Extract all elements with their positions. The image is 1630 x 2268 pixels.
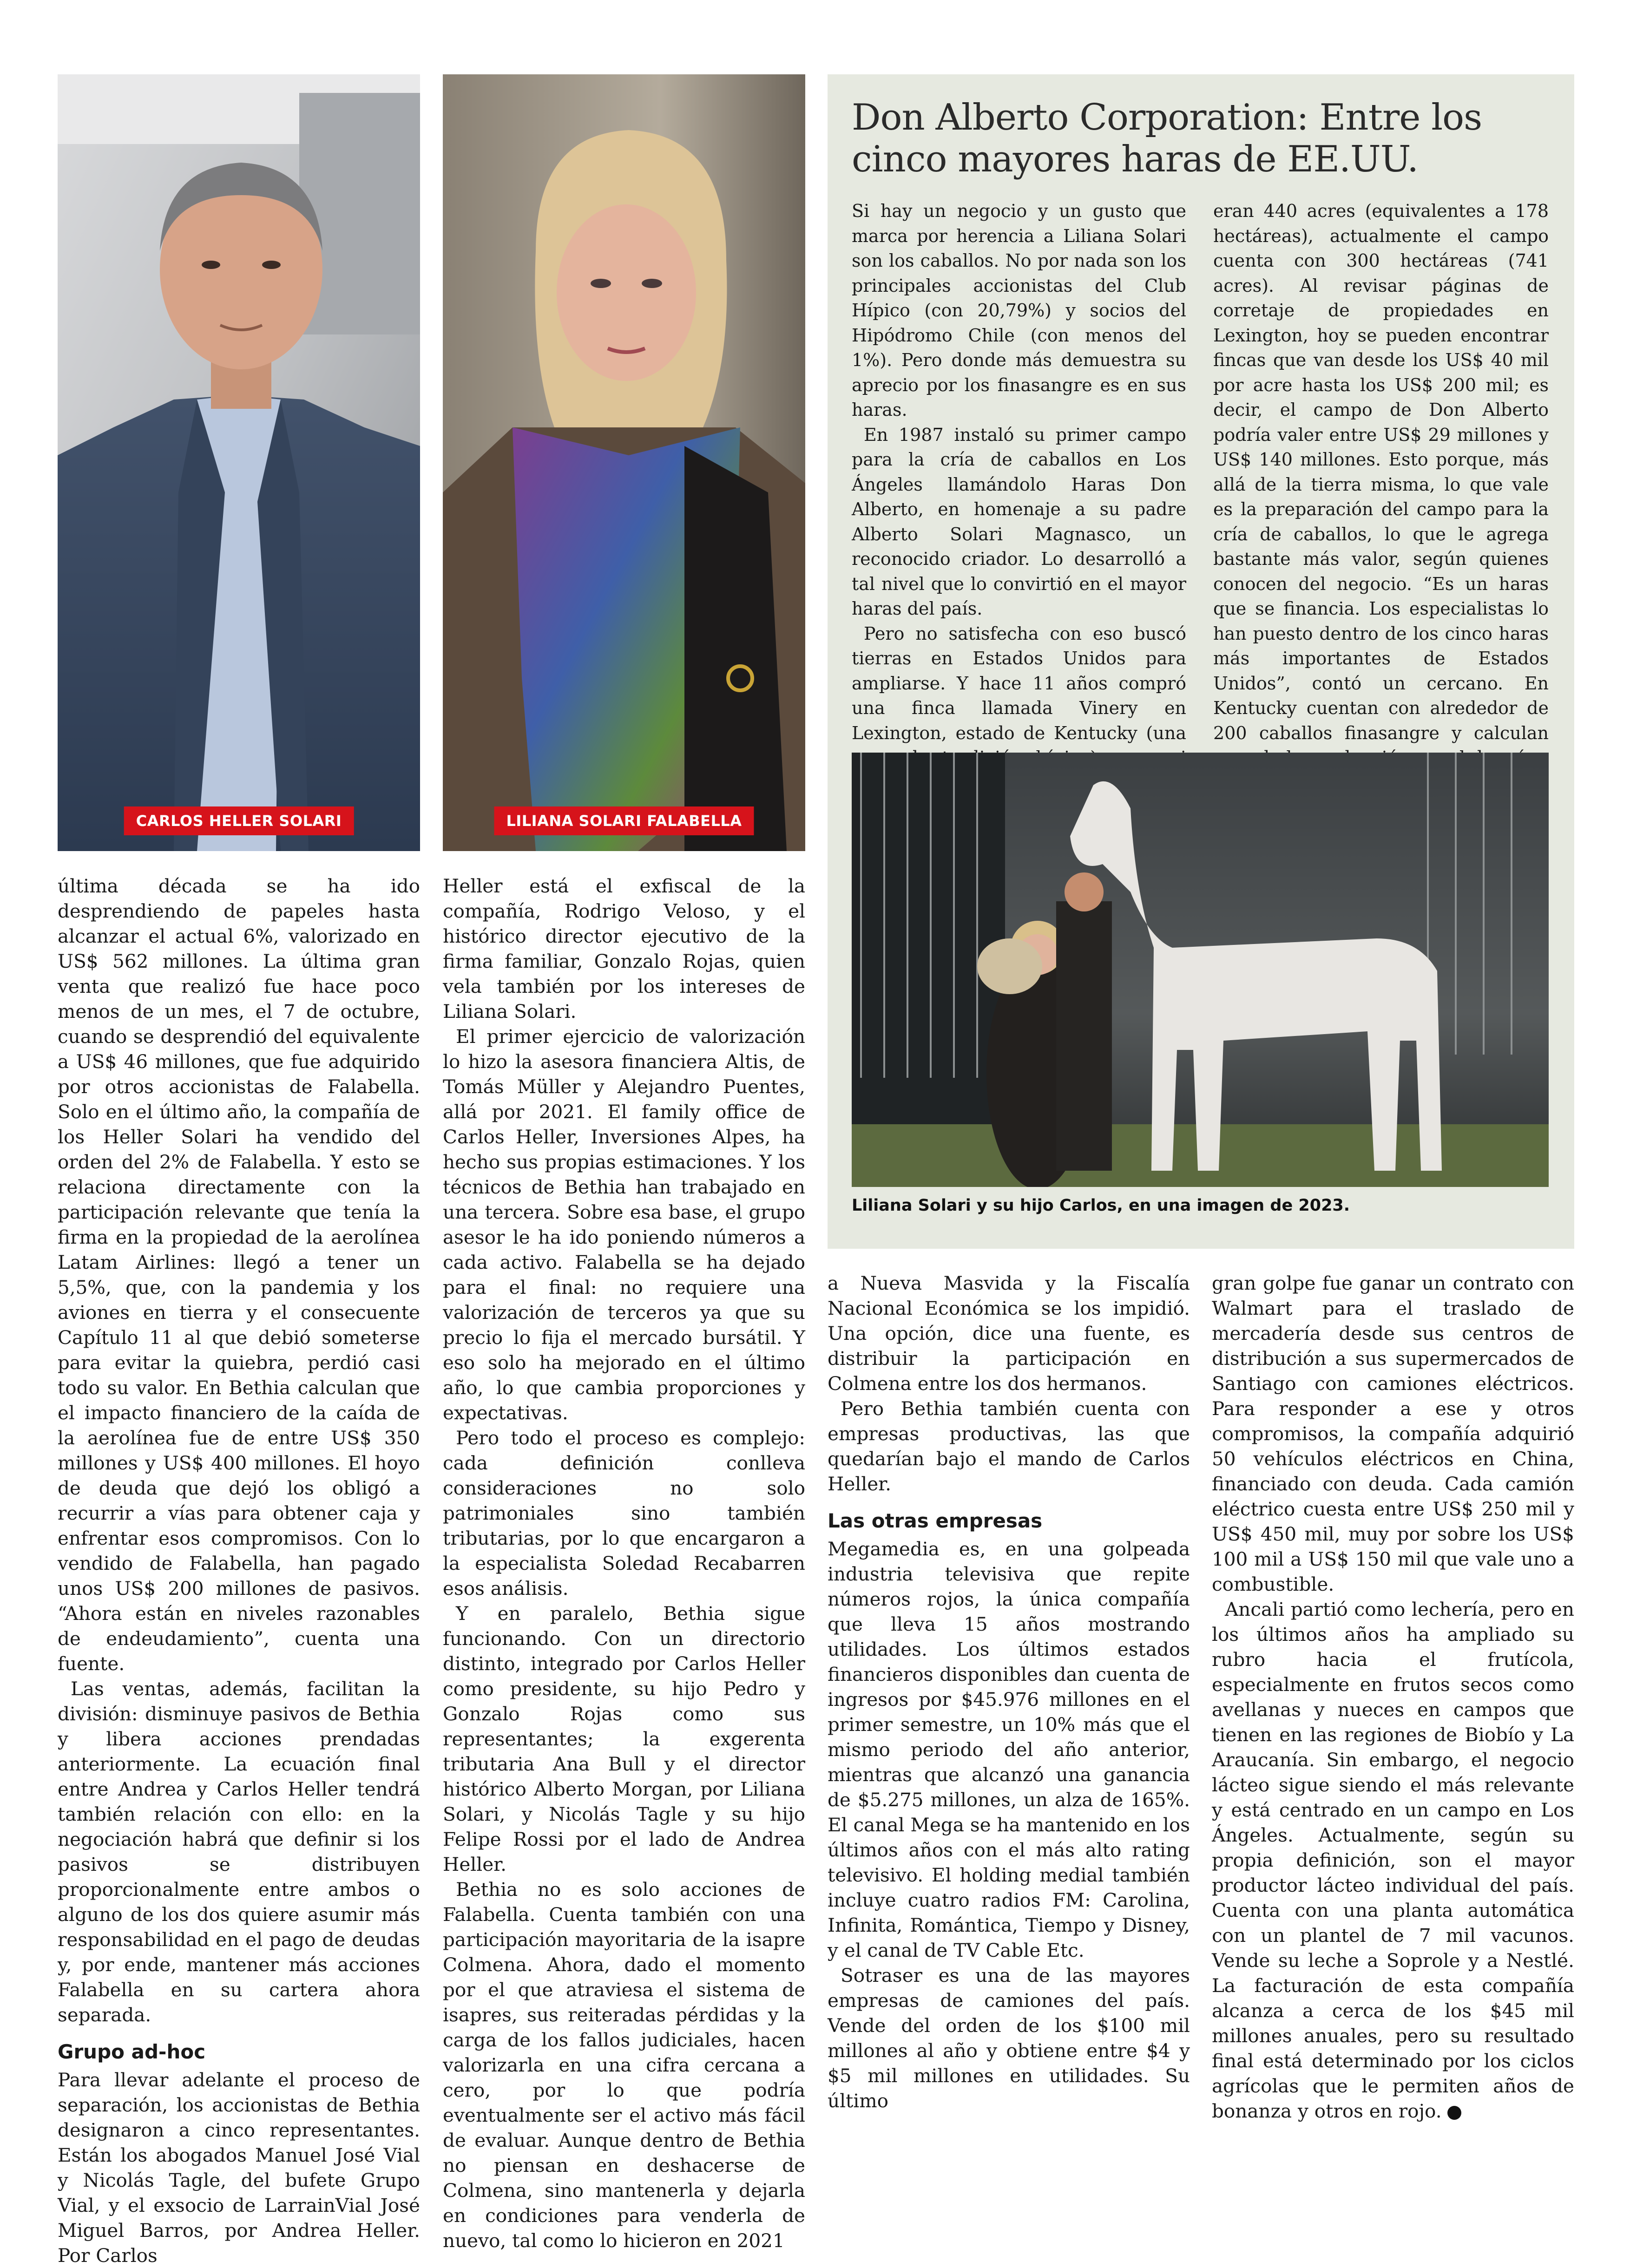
article-paragraph: última década se ha ido desprendiendo de papeles hasta alcanzar el actual 6%, valorizado en US$ 562 millones. La última gran venta que realizó fue hace poco menos de un mes, el 7 de octubre, cuando se desprendió del equivalente a US$ 46 millones, que fue adquirido por otros accionistas de Falabella. Solo en el último año, la compañía de los Heller Solari ha vendido del orden del 2% de Falabella. Y esto se relaciona directamente con la participación relevante que tenía la firma en la propiedad de la aerolínea Latam Airlines: llegó a tener un 5,5%, que, con la pandemia y los aviones en tierra y el consecuente Capítulo 11 al que debió someterse para evitar la quiebra, perdió casi todo su valor. En Bethia calculan que el impacto financiero de la caída de la aerolínea fue de entre US$ 350 millones y US$ 400 millones. El hoyo de deuda que dejó los obligó a recurrir a vías para obtener caja y enfrentar esos compromisos. Con lo vendido de Falabella, han pagado unos US$ 200 millones de pasivos. “Ahora están en niveles razonables de endeudamiento”, cuenta una fuente. bbox=[58, 875, 420, 1675]
photo-caption-carlos: CARLOS HELLER SOLARI bbox=[124, 806, 354, 835]
article-paragraph: gran golpe fue ganar un contrato con Walmart para el traslado de mercadería desde sus centros de distribución a sus supermercados de Santiago con camiones eléctricos. Para responder a ese y otros compromisos, la compañía adquirió 50 vehículos eléctricos en China, financiado con deuda. Cada camión eléctrico cuesta entre US$ 250 mil y US$ 450 mil, muy por sobre los US$ 100 mil a US$ 150 mil que vale uno a combustible. bbox=[1212, 1272, 1574, 1595]
article-paragraph: Megamedia es, en una golpeada industria televisiva que repite números rojos, la única compañía que lleva 15 años mostrando utilidades. Los últimos estados financieros disponibles dan cuenta de ingresos por $45.976 millones en el primer semestre, un 10% más que el mismo periodo del año anterior, mientras que alcanzó una ganancia de $5.275 millones, un alza de 165%. El canal Mega se ha mantenido en los últimos años con el más alto rating televisivo. El holding medial también incluye cuatro radios FM: Carolina, Infinita, Romántica, Tiempo y Disney, y el canal de TV Cable Etc. bbox=[828, 1538, 1190, 1961]
photo-horse bbox=[852, 753, 1549, 1187]
subheading-otras-empresas: Las otras empresas bbox=[828, 1509, 1043, 1532]
article-paragraph: Sotraser es una de las mayores empresas de camiones del país. Vende del orden de los $100 mil millones al año y obtiene entre $4 y $5 mil millones en utilidades. Su último bbox=[828, 1964, 1190, 2112]
article-paragraph bbox=[1212, 1597, 1574, 2124]
photo-carlos-heller bbox=[58, 74, 420, 851]
article-paragraph: a Nueva Masvida y la Fiscalía Nacional Económica se los impidió. Una opción, dice una fuente, es distribuir la participación en Colmena entre los dos hermanos. bbox=[828, 1272, 1190, 1395]
liliana-portrait-image bbox=[443, 74, 805, 851]
sidebar-box bbox=[828, 74, 1574, 1249]
sidebar-column-2 bbox=[1213, 199, 1549, 820]
article-paragraph: Pero Bethia también cuenta con empresas productivas, las que quedarían bajo el mando de Carlos Heller. bbox=[828, 1397, 1190, 1495]
article-paragraph: Las ventas, además, facilitan la división: disminuye pasivos de Bethia y libera acciones prendadas anteriormente. La ecuación final entre Andrea y Carlos Heller tendrá también relación con ello: en la negociación habrá que definir si los pasivos se distribuyen proporcionalmente entre ambos o alguno de los dos quiere asumir más responsabilidad en el pago de deudas y, por ende, mantener más acciones Falabella en su cartera ahora separada. bbox=[58, 1678, 420, 2026]
carlos-portrait-image bbox=[58, 74, 420, 851]
sidebar-paragraph: Si hay un negocio y un gusto que marca por herencia a Liliana Solari son los caballos. No por nada son los principales accionistas del Club Hípico (con 20,79%) y socios del Hipódromo Chile (con menos del 1%). Pero donde más demuestra su aprecio por los finasangre es en sus haras. bbox=[852, 201, 1186, 420]
article-paragraph: Para llevar adelante el proceso de separación, los accionistas de Bethia designaron a cinco representantes. Están los abogados Manuel José Vial y Nicolás Tagle, del bufete Grupo Vial, y el exsocio de LarrainVial José Miguel Barros, por Andrea Heller. Por Carlos bbox=[58, 2069, 420, 2267]
sidebar-column-1 bbox=[852, 199, 1186, 820]
sidebar-title: Don Alberto Corporation: Entre los cinco mayores haras de EE.UU. bbox=[852, 97, 1482, 180]
article-paragraph: Y en paralelo, Bethia sigue funcionando. Con un directorio distinto, integrado por Carlos Heller como presidente, su hijo Pedro y Gonzalo Rojas como sus representantes; la exgerenta tributaria Ana Bull y el director histórico Alberto Morgan, por Liliana Solari, y Nicolás Tagle y su hijo Felipe Rossi por el lado de Andrea Heller. bbox=[443, 1602, 805, 1875]
article-paragraph-text: Ancali partió como lechería, pero en los últimos años ha ampliado su rubro hacia el frutícola, especialmente en frutos secos como avellanas y nueces en campos que tienen en las regiones de Biobío y La Araucanía. Sin embargo, el negocio lácteo sigue siendo el más relevante y está centrado en un campo en Los Ángeles. Actualmente, según su propia definición, son el mayor productor lácteo individual del país. Cuenta con una planta automática con un plantel de 7 mil vacunos. Vende su leche a Soprole y a Nestlé. La facturación de esta compañía alcanza a cerca de los $45 mil millones anuales, pero su resultado final está determinado por los ciclos agrícolas que le permiten años de bonanza y otros en rojo. bbox=[1212, 1598, 1574, 2122]
article-paragraph: Bethia no es solo acciones de Falabella. Cuenta también con una participación mayoritaria de la isapre Colmena. Ahora, dado el momento por el que atraviesa el sistema de isapres, sus reiteradas pérdidas y la carga de los fallos judiciales, hacen valorizarla en una cifra cercana a cero, por lo que podría eventualmente ser el activo más fácil de evaluar. Aunque dentro de Bethia no piensan en deshacerse de Colmena, sino mantenerla y dejarla en condiciones para venderla de nuevo, tal como lo hicieron en 2021 bbox=[443, 1878, 805, 2252]
photo-caption-horse: Liliana Solari y su hijo Carlos, en una imagen de 2023. bbox=[852, 1196, 1350, 1215]
article-paragraph: El primer ejercicio de valorización lo hizo la asesora financiera Altis, de Tomás Müller y Alejandro Puentes, allá por 2021. El family office de Carlos Heller, Inversiones Alpes, ha hecho sus propias estimaciones. Y los técnicos de Bethia han trabajado en una tercera. Sobre esa base, el grupo asesor le ha ido poniendo números a cada activo. Falabella se ha dejado para el final: no requiere una valorización de terceros ya que su precio lo fija el mercado bursátil. Y eso solo ha mejorado en el último año, lo que cambia proporciones y expectativas. bbox=[443, 1025, 805, 1424]
article-column-1 bbox=[58, 873, 420, 2268]
article-column-3 bbox=[828, 1271, 1190, 2113]
article-paragraph: Pero todo el proceso es complejo: cada definición conlleva consideraciones no solo patrimoniales sino también tributarias, por lo que encargaron a la especialista Soledad Recabarren esos análisis. bbox=[443, 1427, 805, 1599]
sidebar-paragraph: Pero no satisfecha con eso buscó tierras en Estados Unidos para ampliarse. Y hace 11 años compró una finca llamada Vinery en Lexington, estado de Kentucky (una bbox=[852, 623, 1186, 743]
article-column-2 bbox=[443, 873, 805, 2253]
sidebar-paragraph: En 1987 instaló su primer campo para la cría de caballos en Los Ángeles llamándolo Haras Don Alberto, en homenaje a su padre Alberto Solari Magnasco, un reconocido criador. Lo desarrolló a tal nivel que lo convirtió en el mayor haras del país. bbox=[852, 424, 1186, 619]
article-paragraph: Heller está el exfiscal de la compañía, Rodrigo Veloso, y el histórico director ejecutivo de la firma familiar, Gonzalo Rojas, quien vela también por los intereses de Liliana Solari. bbox=[443, 875, 805, 1023]
article-column-4 bbox=[1212, 1271, 1574, 2124]
horse-stable-image bbox=[852, 753, 1549, 1187]
photo-caption-liliana: LILIANA SOLARI FALABELLA bbox=[494, 806, 754, 835]
sidebar-paragraph: eran 440 acres (equivalentes a 178 hectáreas), actualmente el campo cuenta con 300 hectáreas (741 acres). Al revisar páginas de corretaje de propiedades en Lexington, hoy se pueden encontrar fincas que van desde los US$ 40 mil por acre hasta los US$ 200 mil; es decir, el campo de Don Alberto podría valer entre US$ 29 millones y US$ 140 millones. Esto porque, más allá de la tierra misma, lo que vale es la preparación del campo para la cría de caballos, lo que le agrega bastante más valor, según quienes conocen del negocio. “Es un haras que se financia. Los especialistas lo han puesto dentro de los cinco haras más importantes de Estados Unidos”, contó un cercano. En Kentucky cuentan con alrededor de 200 caballos finasangre y calculan bbox=[1213, 201, 1549, 743]
subheading-grupo-ad-hoc: Grupo ad-hoc bbox=[58, 2040, 206, 2063]
photo-liliana-solari bbox=[443, 74, 805, 851]
end-of-article-icon: P bbox=[1447, 2106, 1461, 2120]
